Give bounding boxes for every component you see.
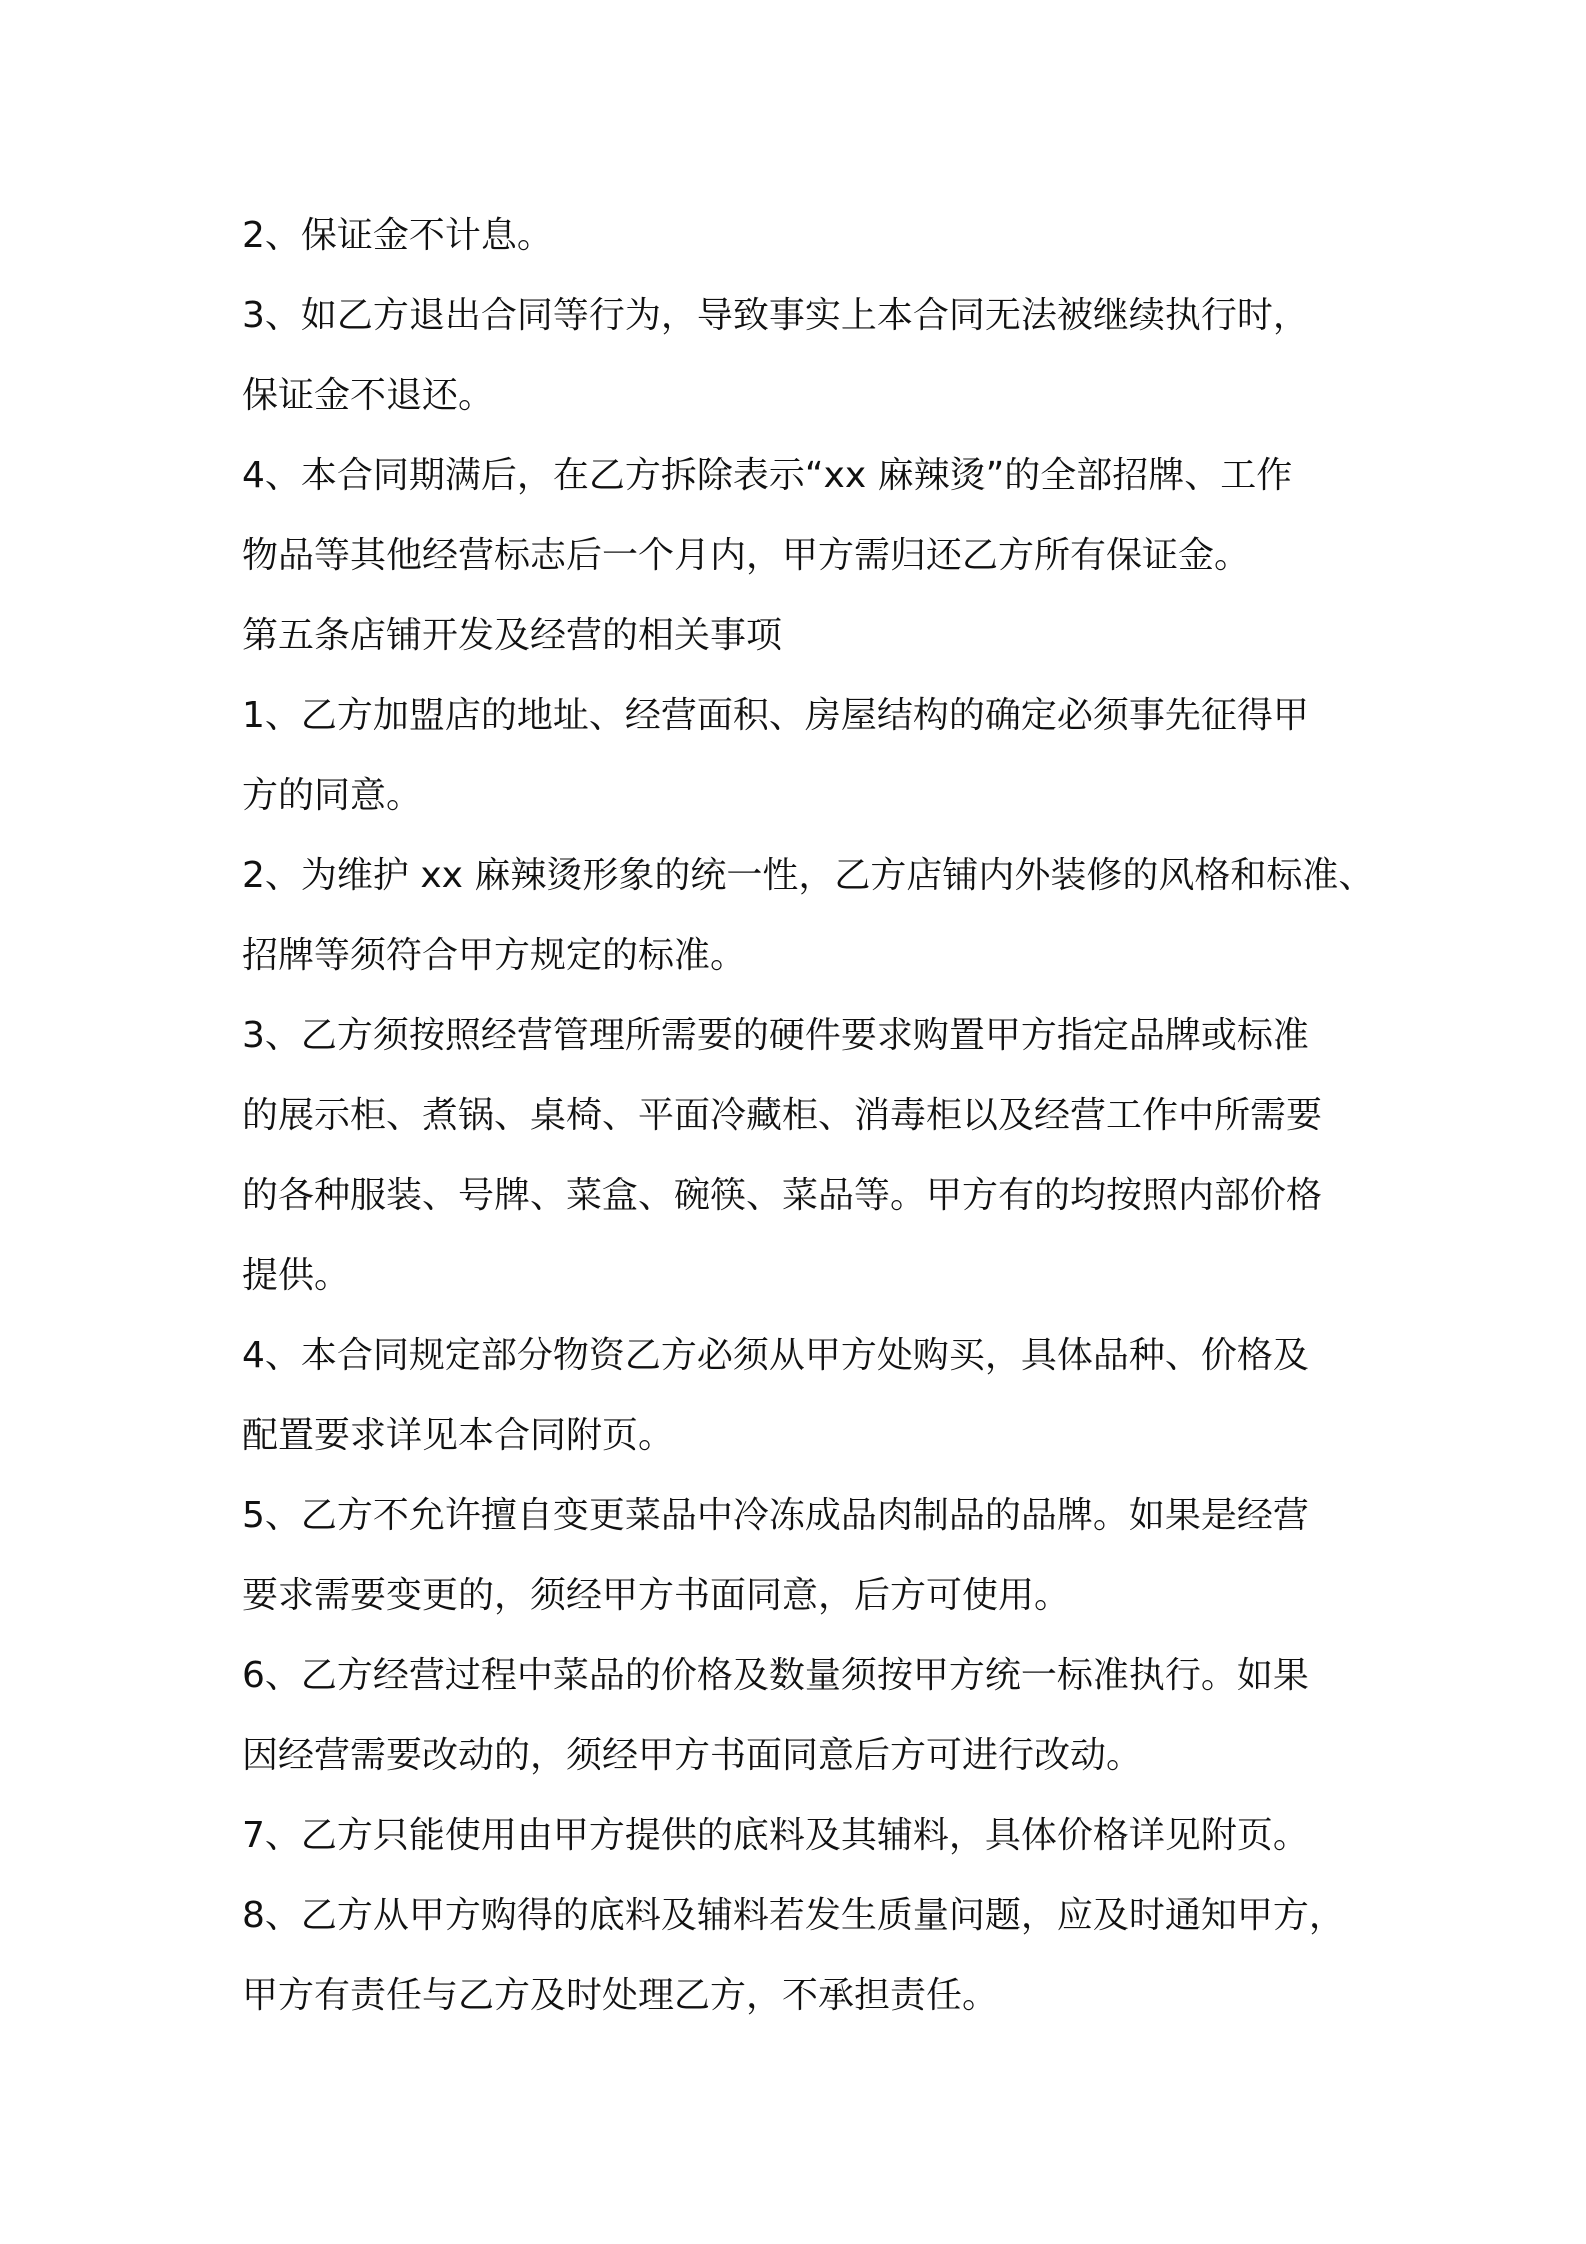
text-line: 的各种服装、号牌、菜盒、碗筷、菜品等。甲方有的均按照内部价格 <box>242 1175 1323 1216</box>
text-line: 要求需要变更的，须经甲方书面同意，后方可使用。 <box>242 1575 1071 1616</box>
text-line: 提供。 <box>242 1255 351 1296</box>
text-line: 1、乙方加盟店的地址、经营面积、房屋结构的确定必须事先征得甲 <box>242 695 1309 736</box>
text-line: 的展示柜、煮锅、桌椅、平面冷藏柜、消毒柜以及经营工作中所需要 <box>242 1095 1323 1136</box>
text-line: 7、乙方只能使用由甲方提供的底料及其辅料，具体价格详见附页。 <box>242 1815 1309 1856</box>
text-line: 3、乙方须按照经营管理所需要的硬件要求购置甲方指定品牌或标准 <box>242 1015 1309 1056</box>
text-line: 2、为维护 xx 麻辣烫形象的统一性，乙方店铺内外装修的风格和标准、 <box>242 855 1375 896</box>
text-line: 配置要求详见本合同附页。 <box>242 1415 675 1456</box>
section-heading: 第五条店铺开发及经营的相关事项 <box>242 615 783 656</box>
text-line: 8、乙方从甲方购得的底料及辅料若发生质量问题，应及时通知甲方， <box>242 1895 1345 1936</box>
text-line: 2、保证金不计息。 <box>242 215 553 256</box>
text-line: 方的同意。 <box>242 775 423 816</box>
text-line: 甲方有责任与乙方及时处理乙方，不承担责任。 <box>242 1975 999 2016</box>
text-line: 6、乙方经营过程中菜品的价格及数量须按甲方统一标准执行。如果 <box>242 1655 1309 1696</box>
text-line: 5、乙方不允许擅自变更菜品中冷冻成品肉制品的品牌。如果是经营 <box>242 1495 1309 1536</box>
text-line: 保证金不退还。 <box>242 375 495 416</box>
text-line: 4、本合同期满后，在乙方拆除表示“xx 麻辣烫”的全部招牌、工作 <box>242 455 1293 496</box>
text-line: 3、如乙方退出合同等行为，导致事实上本合同无法被继续执行时， <box>242 295 1309 336</box>
text-line: 物品等其他经营标志后一个月内，甲方需归还乙方所有保证金。 <box>242 535 1251 576</box>
text-line: 4、本合同规定部分物资乙方必须从甲方处购买，具体品种、价格及 <box>242 1335 1309 1376</box>
text-line: 因经营需要改动的，须经甲方书面同意后方可进行改动。 <box>242 1735 1143 1776</box>
document-body <box>242 196 1382 2036</box>
text-line: 招牌等须符合甲方规定的标准。 <box>242 935 747 976</box>
